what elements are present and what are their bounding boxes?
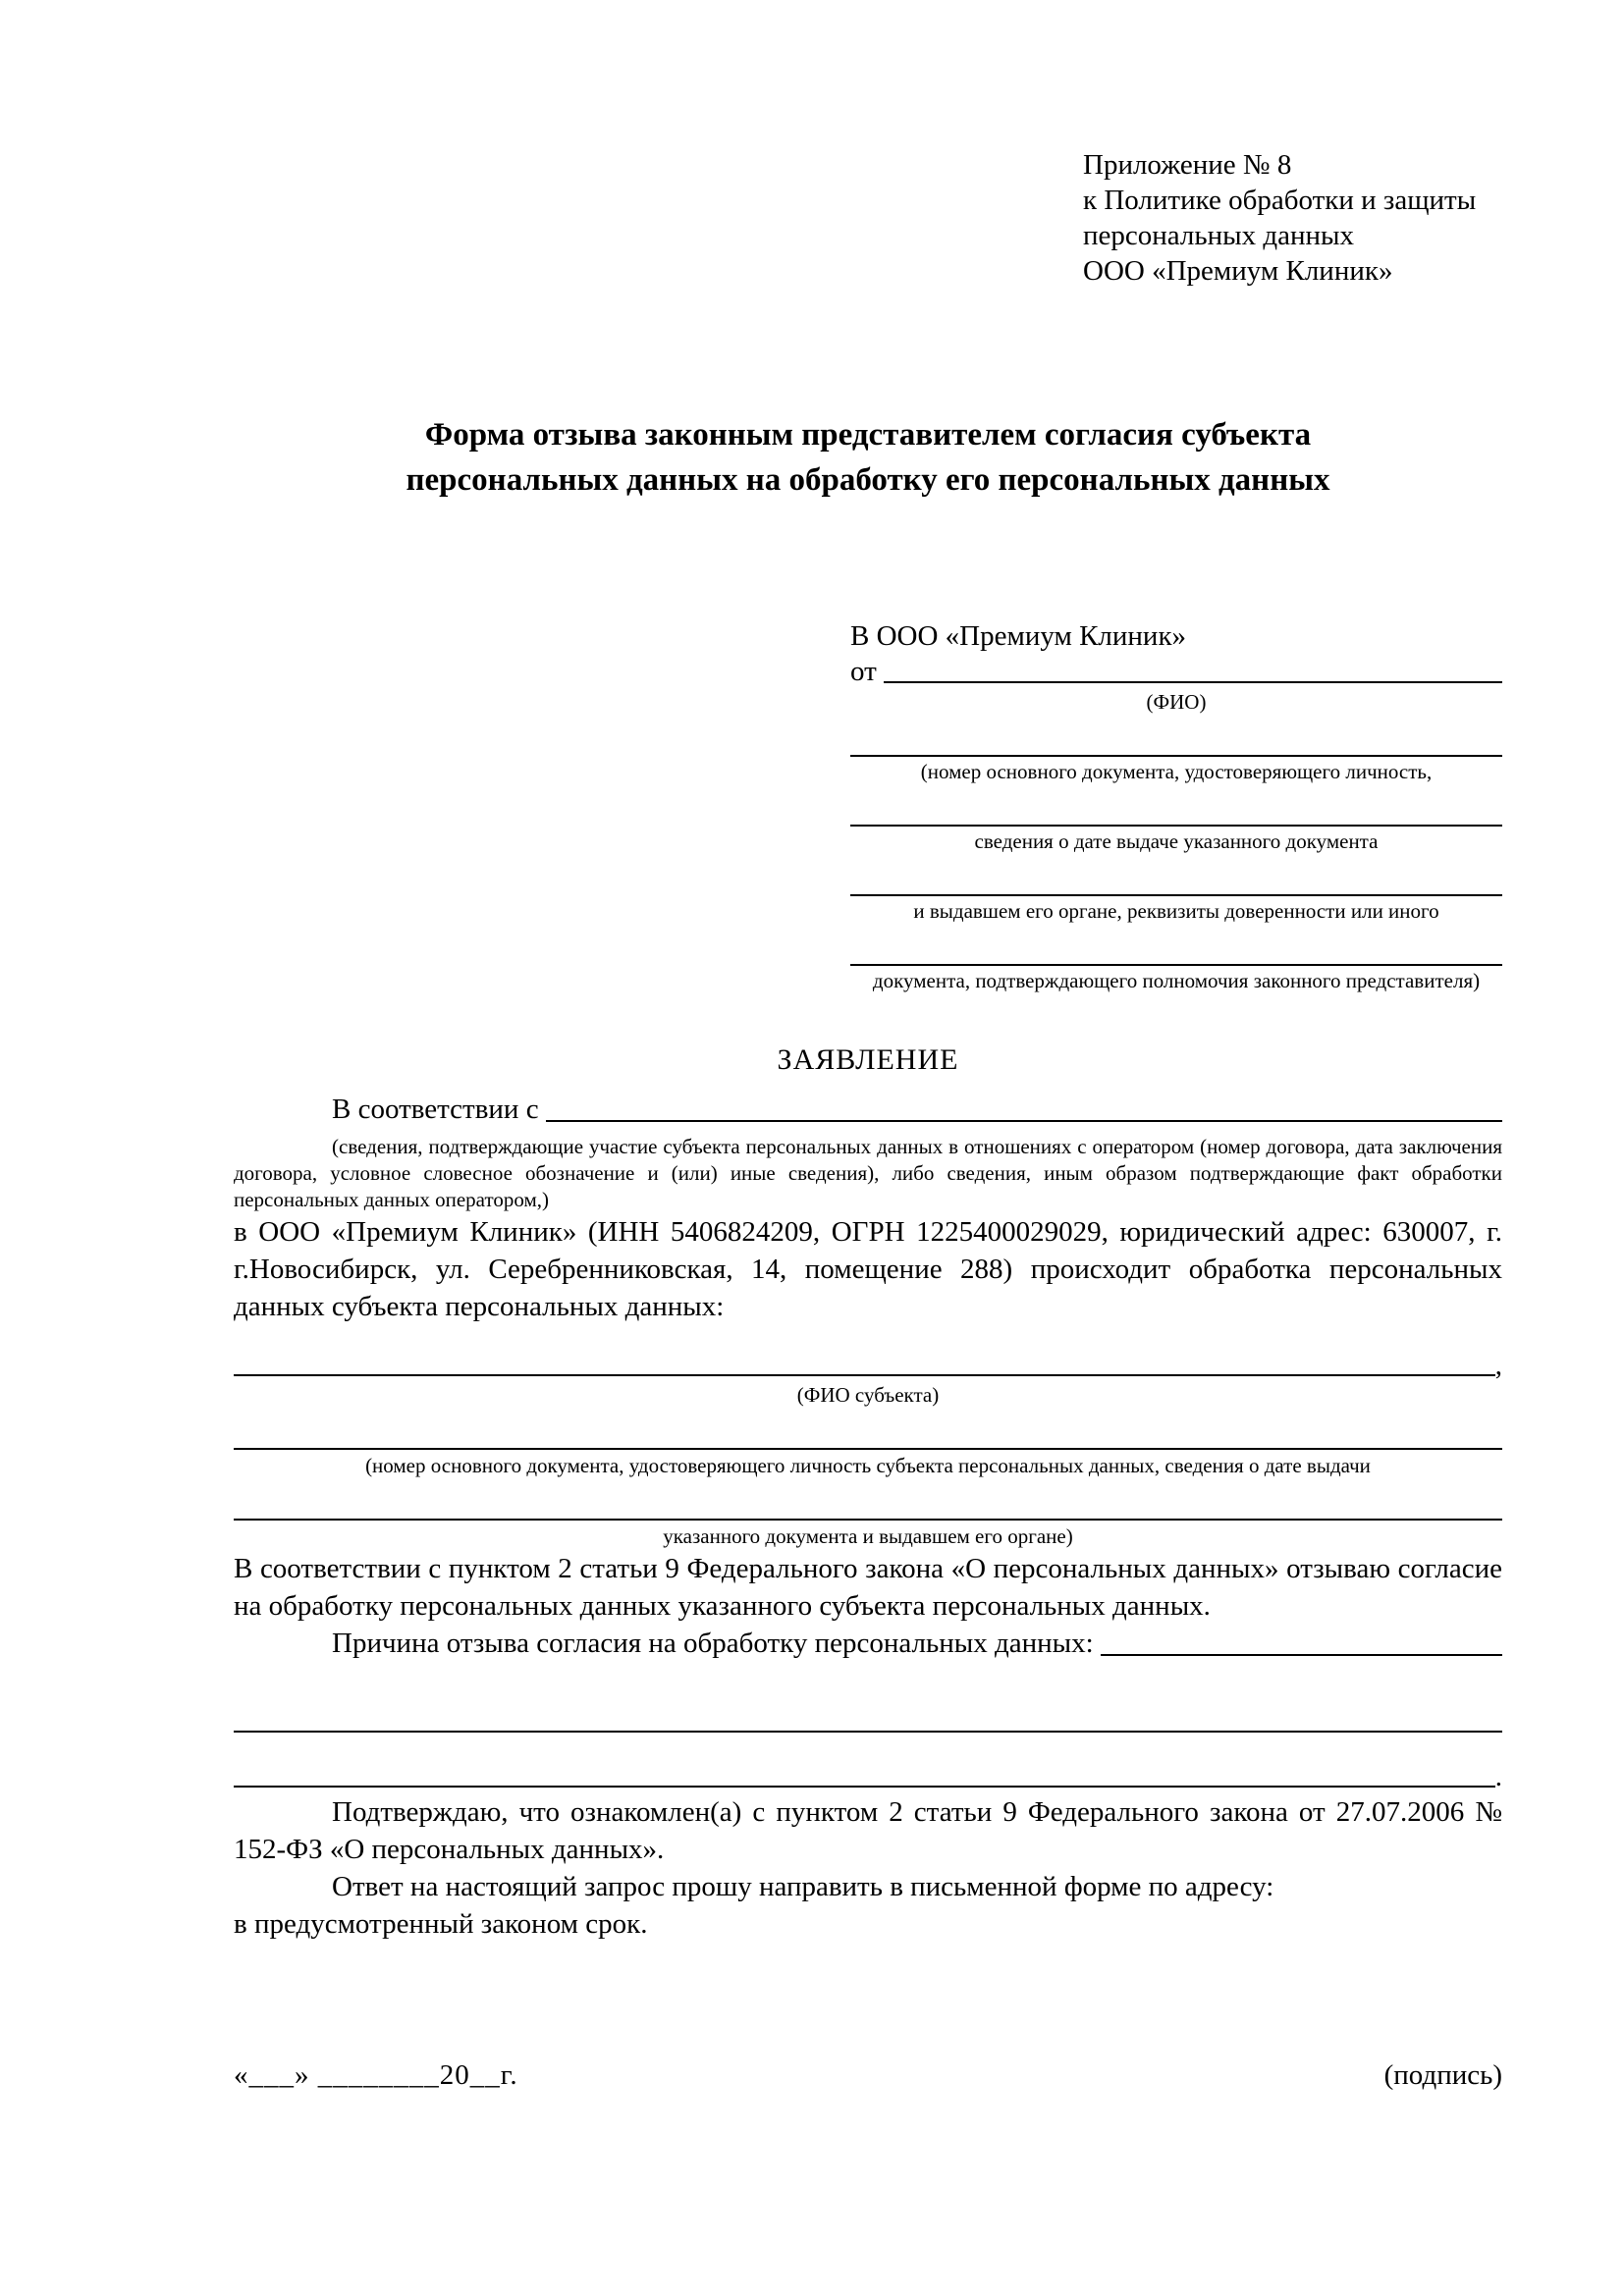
- intro-footnote: (сведения, подтверждающие участие субъекта персональных данных в отношениях с оператором (номер договора, дата заключения договора, условное словесное обозначение и (или) иные сведения), либо сведения, иным образом подтверждающие факт обработки персональных данных оператором,): [234, 1135, 1502, 1211]
- document-title-line: персональных данных на обработку его персональных данных: [406, 462, 1330, 498]
- document-title-line: Форма отзыва законным представителем согласия субъекта: [424, 417, 1312, 453]
- footer-row: [234, 2056, 1502, 2094]
- addressee-block: [850, 618, 1502, 994]
- reason-label: Причина отзыва согласия на обработку персональных данных:: [332, 1628, 1101, 1659]
- appendix-header: [1083, 147, 1502, 289]
- reason-row: [234, 1625, 1502, 1662]
- blank-field-reason-line3: [234, 1786, 1495, 1788]
- statement-heading: ЗАЯВЛЕНИЕ: [777, 1043, 959, 1076]
- comma: ,: [1494, 1350, 1502, 1381]
- appendix-header-line: Приложение № 8: [1083, 149, 1292, 181]
- period: .: [1494, 1761, 1502, 1792]
- subject-doc-field: [234, 1448, 1502, 1479]
- from-label: от: [850, 656, 885, 687]
- confirmation-paragraph: Подтверждаю, что ознакомлен(а) с пунктом 2 статьи 9 Федерального закона от 27.07.2006 № 152-ФЗ «О персональных данных».: [234, 1796, 1502, 1865]
- doc-field: [850, 755, 1502, 785]
- blank-field-subject-doc-issuer: [234, 1519, 1502, 1521]
- subject-fio-row: [234, 1349, 1502, 1382]
- blank-field-subject-doc: [234, 1448, 1502, 1450]
- reply-paragraph: Ответ на настоящий запрос прошу направить в письменной форме по адресу:: [332, 1871, 1274, 1902]
- blank-field-doc-date: [850, 825, 1502, 827]
- intro-label: В соответствии с: [332, 1094, 546, 1125]
- fio-caption: (ФИО): [1146, 690, 1207, 714]
- operator-paragraph: в ООО «Премиум Клиник» (ИНН 5406824209, ОГРН 1225400029029, юридический адрес: 630007, г. г.Новосибирск, ул. Серебренниковская, 14, помещение 288) происходит обработка персональных данных субъекта персональных данных:: [234, 1216, 1502, 1322]
- blank-field-fio: [884, 681, 1502, 683]
- date-blank: «___» ________20__г.: [234, 2059, 518, 2091]
- blank-field-reason: [1101, 1654, 1502, 1656]
- doc-field-caption: документа, подтверждающего полномочия законного представителя): [872, 969, 1481, 992]
- doc-field: [850, 825, 1502, 855]
- reason-end-row: [234, 1760, 1502, 1793]
- document-title: [234, 412, 1502, 503]
- subject-doc-caption: (номер основного документа, удостоверяющего личность субъекта персональных данных, сведения о дате выдачи: [365, 1454, 1371, 1477]
- reply-suffix: в предусмотренный законом срок.: [234, 1908, 648, 1940]
- blank-field-doc-number: [850, 755, 1502, 757]
- reply-address-row: [234, 1905, 1502, 1943]
- signature-caption: (подпись): [1383, 2059, 1502, 2091]
- blank-field-doc-issuer: [850, 894, 1502, 896]
- doc-field-caption: сведения о дате выдаче указанного документа: [974, 829, 1379, 853]
- intro-row: [234, 1091, 1502, 1128]
- withdrawal-paragraph: В соответствии с пунктом 2 статьи 9 Федерального закона «О персональных данных» отзываю согласие на обработку персональных данных указанного субъекта персональных данных.: [234, 1553, 1502, 1622]
- blank-field-basis: [546, 1120, 1502, 1122]
- subject-doc-field: [234, 1519, 1502, 1550]
- blank-field-reason-line2: [234, 1731, 1502, 1733]
- doc-field: [850, 894, 1502, 925]
- appendix-header-line: персональных данных: [1083, 220, 1355, 251]
- subject-doc-caption: указанного документа и выдавшем его органе): [663, 1524, 1073, 1548]
- appendix-header-line: ООО «Премиум Клиник»: [1083, 255, 1393, 287]
- doc-field: [850, 964, 1502, 994]
- doc-field-caption: и выдавшем его органе, реквизиты доверенности или иного: [913, 899, 1439, 923]
- subject-fio-caption: (ФИО субъекта): [796, 1383, 940, 1407]
- appendix-header-line: к Политике обработки и защиты: [1083, 185, 1477, 216]
- blank-field-subject-fio: [234, 1374, 1495, 1376]
- from-field-row: [850, 654, 1502, 689]
- addressee-to: В ООО «Премиум Клиник»: [850, 620, 1187, 652]
- doc-field-caption: (номер основного документа, удостоверяющего личность,: [920, 760, 1433, 783]
- blank-field-doc-authority: [850, 964, 1502, 966]
